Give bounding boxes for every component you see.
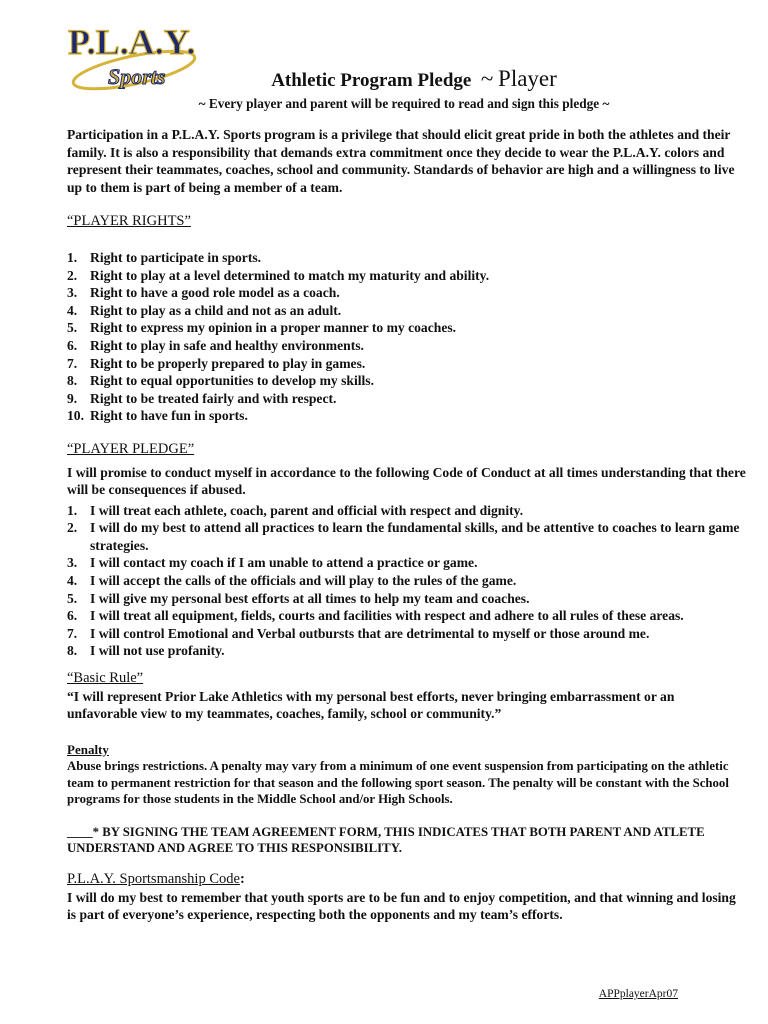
list-item-number: 9. <box>67 390 78 406</box>
pledge-intro: I will promise to conduct myself in accordance to the following Code of Conduct at all times understanding that there will be consequences if abused. <box>67 464 746 498</box>
list-item-number: 6. <box>67 337 78 353</box>
list-item <box>67 502 747 520</box>
list-item-text: Right to equal opportunities to develop my skills. <box>90 373 374 389</box>
document-body <box>67 126 747 924</box>
rights-heading: “PLAYER RIGHTS” <box>67 213 191 230</box>
list-item <box>67 554 747 572</box>
list-item-number: 3. <box>67 555 78 571</box>
list-item-number: 5. <box>67 590 78 606</box>
penalty-text: Abuse brings restrictions. A penalty may vary from a minimum of one event suspension from participating on the athletic team to permanent restriction for that season and the following sport season. The penalty will be constant with the School programs for those students in the Middle School and/or High Schools. <box>67 759 729 807</box>
list-item <box>67 590 747 608</box>
logo-sports-text: Sports <box>108 64 166 89</box>
intro-paragraph: Participation in a P.L.A.Y. Sports program is a privilege that should elicit great pride in both the athletes and their family. It is also a responsibility that demands extra commitment once they decide to wear the P.L.A.Y. colors and represent their teammates, coaches, school and community. Standards of behavior are high and a willingness to live up to them is part of being a member of a team. <box>67 127 735 195</box>
list-item-number: 2. <box>67 267 78 283</box>
list-item <box>67 372 747 390</box>
pledge-list <box>67 502 747 660</box>
list-item-text: Right to play in safe and healthy environments. <box>90 337 364 353</box>
penalty-heading: Penalty <box>67 741 109 757</box>
list-item-number: 7. <box>67 625 78 641</box>
list-item-number: 1. <box>67 502 78 518</box>
list-item-text: Right to be properly prepared to play in games. <box>90 355 366 371</box>
list-item-number: 2. <box>67 520 78 536</box>
list-item <box>67 607 747 625</box>
agreement-statement: ____* BY SIGNING THE TEAM AGREEMENT FORM, THIS INDICATES THAT BOTH PARENT AND ATLETE UNDERSTAND AND AGREE TO THIS RESPONSIBILITY. <box>67 824 705 856</box>
rights-list <box>67 249 747 425</box>
list-item-text: I will control Emotional and Verbal outbursts that are detrimental to myself or those around me. <box>90 625 650 641</box>
list-item-text: Right to participate in sports. <box>90 249 262 265</box>
list-item <box>67 302 747 320</box>
list-item <box>67 390 747 408</box>
list-item-number: 10. <box>67 408 84 424</box>
list-item-text: Right to play as a child and not as an adult. <box>90 302 342 318</box>
list-item-text: I will not use profanity. <box>90 643 225 659</box>
list-item-text: Right to have a good role model as a coach. <box>90 285 340 301</box>
list-item-number: 4. <box>67 573 78 589</box>
list-item-text: Right to play at a level determined to match my maturity and ability. <box>90 267 490 283</box>
basic-rule-heading: “Basic Rule” <box>67 670 144 687</box>
list-item <box>67 407 747 425</box>
list-item-number: 7. <box>67 355 78 371</box>
list-item-text: I will contact my coach if I am unable to attend a practice or game. <box>90 555 478 571</box>
list-item <box>67 355 747 373</box>
list-item <box>67 284 747 302</box>
list-item-text: I will give my personal best efforts at all times to help my team and coaches. <box>90 590 530 606</box>
list-item-number: 8. <box>67 643 78 659</box>
page-tagline: ~ Every player and parent will be required to read and sign this pledge ~ <box>198 96 610 111</box>
page-title: Athletic Program Pledge ~ Player <box>271 66 557 91</box>
list-item-number: 1. <box>67 249 78 265</box>
list-item <box>67 519 747 554</box>
list-item-text: Right to express my opinion in a proper manner to my coaches. <box>90 320 457 336</box>
list-item-text: I will accept the calls of the officials and will play to the rules of the game. <box>90 573 517 589</box>
list-item-number: 4. <box>67 302 78 318</box>
pledge-heading: “PLAYER PLEDGE” <box>67 440 195 457</box>
list-item-number: 8. <box>67 373 78 389</box>
sportsmanship-heading: P.L.A.Y. Sportsmanship Code: <box>67 870 245 887</box>
list-item-text: Right to have fun in sports. <box>90 408 248 424</box>
document-code: APPplayerApr07 <box>598 988 678 1000</box>
list-item <box>67 572 747 590</box>
list-item <box>67 319 747 337</box>
list-item-number: 6. <box>67 608 78 624</box>
list-item-text: I will do my best to attend all practices to learn the fundamental skills, and be attentive to coaches to learn game strategies. <box>90 520 740 553</box>
sportsmanship-text: I will do my best to remember that youth sports are to be fun and to enjoy competition, and that winning and losing is part of everyone’s experience, respecting both the opponents and my team’s efforts. <box>67 889 736 923</box>
list-item <box>67 642 747 660</box>
list-item-text: Right to be treated fairly and with respect. <box>90 390 337 406</box>
basic-rule-text: “I will represent Prior Lake Athletics with my personal best efforts, never bringing embarrassment or an unfavorable view to my teammates, coaches, family, school or community.” <box>67 688 675 722</box>
list-item <box>67 625 747 643</box>
list-item-text: I will treat all equipment, fields, courts and facilities with respect and adhere to all rules of these areas. <box>90 608 684 624</box>
logo-play-text: P.L.A.Y. <box>68 22 196 62</box>
list-item <box>67 337 747 355</box>
list-item-text: I will treat each athlete, coach, parent and official with respect and dignity. <box>90 502 524 518</box>
list-item-number: 3. <box>67 285 78 301</box>
list-item-number: 5. <box>67 320 78 336</box>
list-item <box>67 267 747 285</box>
list-item <box>67 249 747 267</box>
